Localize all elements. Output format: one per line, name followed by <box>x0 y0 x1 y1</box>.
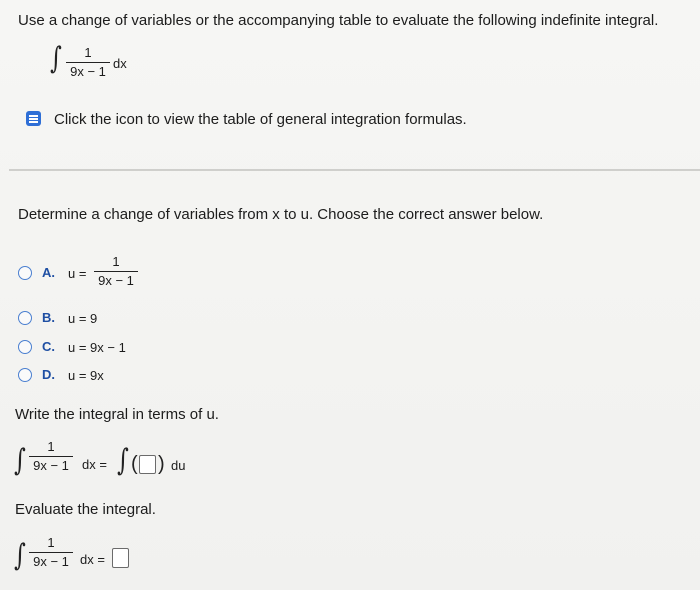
option-c-letter: C. <box>42 339 55 354</box>
option-b-radio[interactable] <box>18 311 32 325</box>
q2-open-paren: ( <box>131 453 138 475</box>
integral-sign-q2-u: ∫ <box>116 443 129 478</box>
option-a-letter: A. <box>42 265 55 280</box>
q3-dx-equals: dx = <box>80 552 105 567</box>
section-divider <box>9 169 700 171</box>
q2-integrand-input[interactable] <box>139 455 156 474</box>
q2-fraction <box>29 440 73 473</box>
q3-denominator: 9x − 1 <box>33 554 69 569</box>
q2-du: du <box>171 458 186 473</box>
q3-answer-input[interactable] <box>112 548 129 568</box>
option-d-text: u = 9x <box>68 368 104 383</box>
write-integral-prompt: Write the integral in terms of u. <box>15 406 219 423</box>
q2-denominator: 9x − 1 <box>33 458 69 473</box>
option-c-radio[interactable] <box>18 340 32 354</box>
integrand-denominator: 9x − 1 <box>70 64 106 79</box>
table-link-text: Click the icon to view the table of general integration formulas. <box>54 111 467 128</box>
q2-close-paren: ) <box>158 453 165 475</box>
option-c-text: u = 9x − 1 <box>68 340 126 355</box>
option-a-prefix: u = <box>68 266 87 281</box>
q3-fraction <box>29 536 73 569</box>
option-b-letter: B. <box>42 310 55 325</box>
integrand-numerator: 1 <box>84 45 92 60</box>
change-of-variable-prompt: Determine a change of variables from x to u. Choose the correct answer below. <box>18 206 544 223</box>
option-a-fraction <box>94 255 138 288</box>
instruction-text: Use a change of variables or the accompanying table to evaluate the following indefinite integral. <box>18 12 659 29</box>
integral-sign: ∫ <box>49 41 62 76</box>
q2-numerator: 1 <box>47 439 55 454</box>
option-a-numerator: 1 <box>112 254 120 269</box>
option-d-radio[interactable] <box>18 368 32 382</box>
integrand-dx: dx <box>113 56 127 71</box>
integral-sign-q3: ∫ <box>13 538 26 573</box>
evaluate-prompt: Evaluate the integral. <box>15 501 156 518</box>
q2-dx-equals: dx = <box>82 457 107 472</box>
table-icon[interactable] <box>26 111 41 126</box>
option-a-radio[interactable] <box>18 266 32 280</box>
integrand-fraction <box>66 46 110 79</box>
q3-numerator: 1 <box>47 535 55 550</box>
option-d-letter: D. <box>42 367 55 382</box>
integral-sign-q2: ∫ <box>13 443 26 478</box>
option-a-denominator: 9x − 1 <box>98 273 134 288</box>
option-b-text: u = 9 <box>68 311 98 326</box>
